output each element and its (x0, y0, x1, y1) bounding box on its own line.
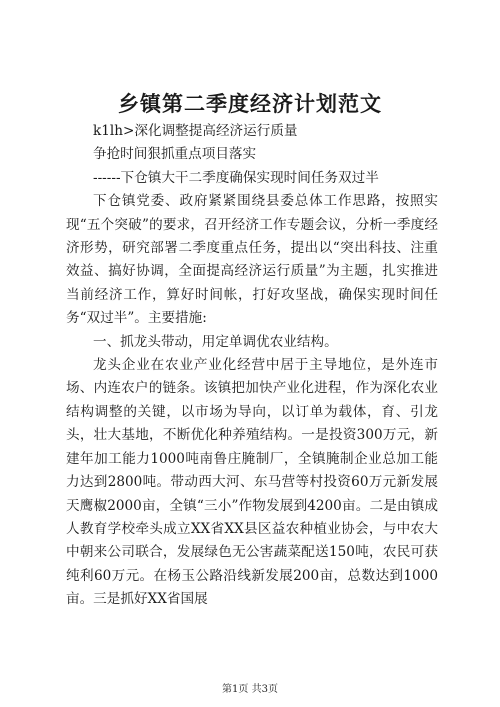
heading-line-1: k1lh>深化调整提高经济运行质量 (93, 123, 298, 139)
paragraph-section-1: 龙头企业在农业产业化经营中居于主导地位，是外连市场、内连农户的链条。该镇把加快产业化进程，作为深化农业结构调整的关键，以市场为导向，以订单为载体，育、引龙头，壮大基地，不断优化种养殖结构。一是投资300万元，新建年加工能力1000吨南鲁庄腌制厂，全镇腌制企业总加工能力达到2800吨。带动西大河、东马营等村投资60万元新发展天鹰椒2000亩，全镇“三小”作物发展到4200亩。二是由镇成人教育学校牵头成立XX省XX县区益农种植业协会，与中农大中朝来公司联合，发展绿色无公害蔬菜配送150吨，农民可获纯利60万元。在杨玉公路沿线新发展200亩，总数达到1000亩。三是抓好XX省国展 (66, 357, 438, 608)
section-heading-1: 一、抓龙头带动，用定单调优农业结构。 (93, 333, 338, 350)
page-footer: 第1页 共3页 (222, 684, 278, 695)
heading-line-2: 争抢时间狠抓重点项目落实 (93, 146, 257, 163)
paragraph-intro: 下仓镇党委、政府紧紧围绕县委总体工作思路，按照实现“五个突破”的要求，召开经济工作专题会议，分析一季度经济形势，研究部署二季度重点任务，提出以“突出科技、注重效益、搞好协调，全面提高经济运行质量”为主题，扎实推进当前经济工作，算好时间帐，打好攻坚战，确保实现时间任务“双过半”。主要措施: (66, 193, 438, 327)
document-body (66, 120, 438, 612)
document-title: 乡镇第二季度经济计划范文 (118, 91, 382, 116)
heading-line-3: ------下仓镇大干二季度确保实现时间任务双过半 (93, 169, 379, 186)
